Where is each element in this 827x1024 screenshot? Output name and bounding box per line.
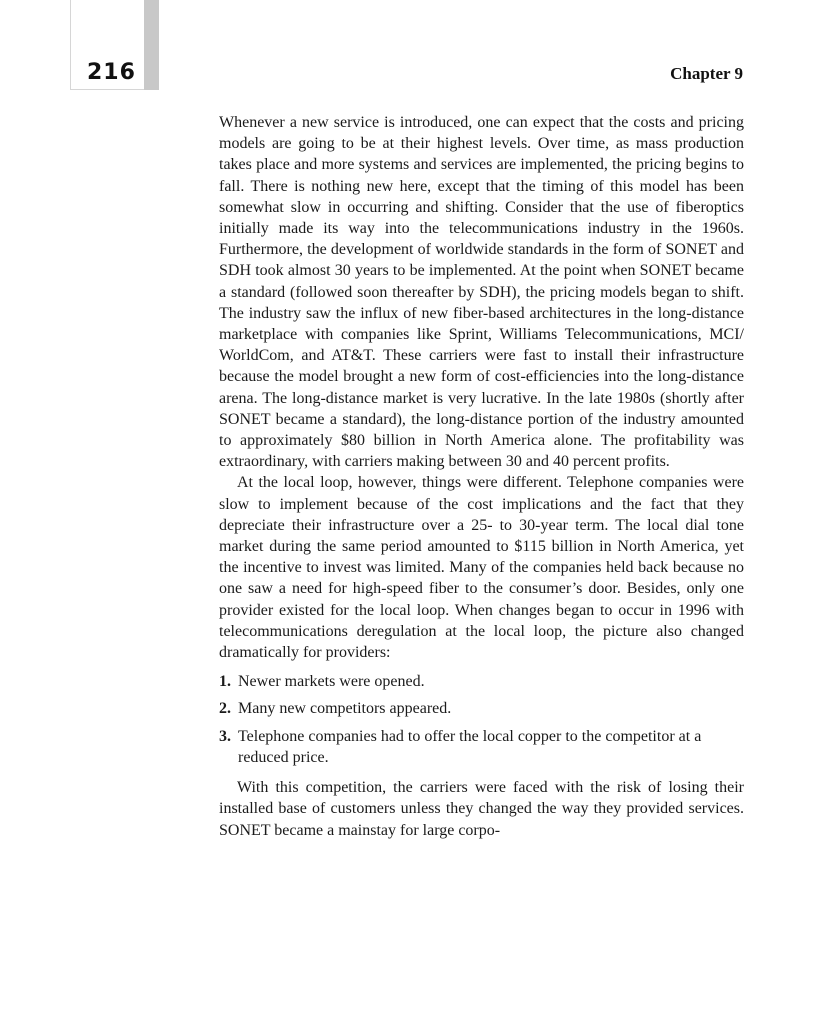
- list-item: [219, 671, 744, 692]
- list-item-text: Newer markets were opened.: [238, 673, 425, 691]
- header-bar: [144, 0, 159, 90]
- numbered-list: [219, 671, 744, 768]
- list-item-number: 1.: [219, 673, 231, 691]
- list-item-number: 2.: [219, 700, 231, 718]
- list-item-text: Telephone companies had to offer the local copper to the competitor at a reduced price.: [238, 727, 702, 766]
- paragraph: At the local loop, however, things were different. Telephone companies were slow to implement because of the cost implications and the fact that they depreciate their infrastructure over a 25- to 30-​year term. The local dial tone market during the same period amounted to $115 billion in North America, yet the incentive to invest was limited. Many of the companies held back because no one saw a need for high-speed fiber to the consumer’s door. Besides, only one provider existed for the local loop. When changes began to occur in 1996 with telecommunications deregulation at the local loop, the picture also changed dramatically for providers:: [219, 474, 744, 662]
- paragraph: Whenever a new service is introduced, one can expect that the costs and pricing models are going to be at their highest levels. Over time, as mass production takes place and more systems and services are implemented, the pricing begins to fall. There is nothing new here, except that the timing of this model has been somewhat slow in occurring and shifting. Consider that the use of fiberoptics initially made its way into the telecommunications industry in the 1960s. Furthermore, the development of worldwide standards in the form of SONET and SDH took almost 30 years to be implemented. At the point when SONET became a standard (followed soon thereafter by SDH), the pricing models began to shift. The industry saw the influx of new fiber-based architectures in the long-distance marketplace with companies like Sprint, Williams Telecommunications, MCI/​WorldCom, and AT&T. These carriers were fast to install their infrastructure because the model brought a new form of cost-efficiencies into the long-distance arena. The long-distance market is very lucrative. In the late 1980s (shortly after SONET became a standard), the long-distance portion of the industry amounted to approximately $80 billion in North America alone. The profitability was extraordinary, with carriers making between 30 and 40 percent profits.: [219, 114, 744, 471]
- body-text: [219, 112, 744, 841]
- list-item-number: 3.: [219, 727, 231, 745]
- paragraph: With this competition, the carriers were faced with the risk of losing their installed base of customers unless they changed the way they provided services. SONET became a mainstay for large corpo-: [219, 779, 744, 839]
- list-item: [219, 698, 744, 719]
- chapter-title: Chapter 9: [670, 64, 743, 83]
- list-item-text: Many new competitors appeared.: [238, 700, 452, 718]
- page-number: 216: [87, 60, 136, 85]
- list-item: [219, 726, 744, 768]
- page-number-box: [70, 0, 144, 90]
